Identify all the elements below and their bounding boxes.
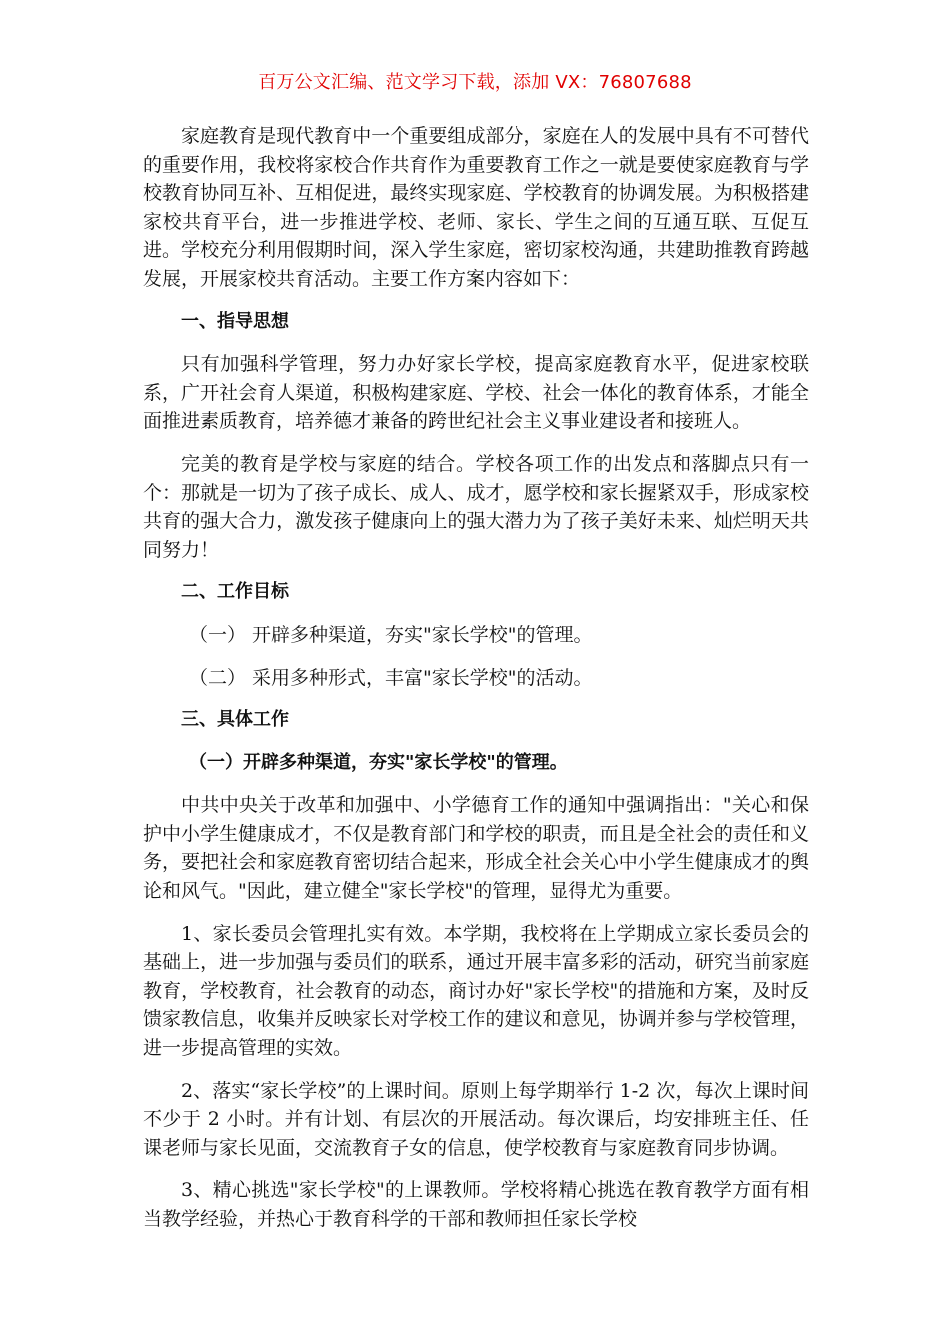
- subsection-heading-management: （一）开辟多种渠道，夯实"家长学校"的管理。: [189, 751, 568, 773]
- section-heading-work-goals: 二、工作目标: [181, 581, 289, 603]
- section-heading-guiding-ideology: 一、指导思想: [181, 310, 289, 332]
- specific-work-paragraph-1: 中共中央关于改革和加强中、小学德育工作的通知中强调指出："关心和保护中小学生健康成才，不仅是教育部门和学校的职责，而且是全社会的责任和义务，要把社会和家庭教育密切结合起来，形成全社会关心中小学生健康成才的舆论和风气。"因此，建立健全"家长学校"的管理，显得尤为重要。: [143, 794, 809, 903]
- specific-work-paragraph-3: 2、落实“家长学校”的上课时间。原则上每学期举行 1-2 次，每次上课时间不少于 2 小时。并有计划、有层次的开展活动。每次课后，均安排班主任、任课老师与家长见面，交流教育子女的信息，使学校教育与家庭教育同步协调。: [143, 1079, 809, 1159]
- watermark-banner: 百万公文汇编、范文学习下载，添加 VX：76807688: [258, 72, 692, 93]
- intro-paragraph: 家庭教育是现代教育中一个重要组成部分，家庭在人的发展中具有不可替代的重要作用，我校将家校合作共育作为重要教育工作之一就是要使家庭教育与学校教育协同互补、互相促进，最终实现家庭、学校教育的协调发展。为积极搭建家校共育平台，进一步推进学校、老师、家长、学生之间的互通互联、互促互进。学校充分利用假期时间，深入学生家庭，密切家校沟通，共建助推教育跨越发展，开展家校共育活动。主要工作方案内容如下：: [143, 125, 809, 290]
- section-heading-specific-work: 三、具体工作: [181, 709, 289, 731]
- document-body: [143, 122, 809, 1248]
- guiding-ideology-paragraph-2: 完美的教育是学校与家庭的结合。学校各项工作的出发点和落脚点只有一个：那就是一切为了孩子成长、成人、成才，愿学校和家长握紧双手，形成家校共育的强大合力，激发孩子健康向上的强大潜力为了孩子美好未来、灿烂明天共同努力！: [143, 452, 809, 561]
- work-goal-item-1: （一） 开辟多种渠道，夯实"家长学校"的管理。: [189, 623, 593, 646]
- specific-work-paragraph-4: 3、精心挑选"家长学校"的上课教师。学校将精心挑选在教育教学方面有相当教学经验，并热心于教育科学的干部和教师担任家长学校: [143, 1179, 809, 1230]
- work-goal-item-2: （二） 采用多种形式，丰富"家长学校"的活动。: [189, 666, 593, 689]
- specific-work-paragraph-2: 1、家长委员会管理扎实有效。本学期，我校将在上学期成立家长委员会的基础上，进一步加强与委员们的联系，通过开展丰富多彩的活动，研究当前家庭教育，学校教育，社会教育的动态，商讨办好"家长学校"的措施和方案，及时反馈家教信息，收集并反映家长对学校工作的建议和意见，协调并参与学校管理，进一步提高管理的实效。: [143, 922, 809, 1060]
- guiding-ideology-paragraph-1: 只有加强科学管理，努力办好家长学校，提高家庭教育水平，促进家校联系，广开社会育人渠道，积极构建家庭、学校、社会一体化的教育体系，才能全面推进素质教育，培养德才兼备的跨世纪社会主义事业建设者和接班人。: [143, 353, 809, 433]
